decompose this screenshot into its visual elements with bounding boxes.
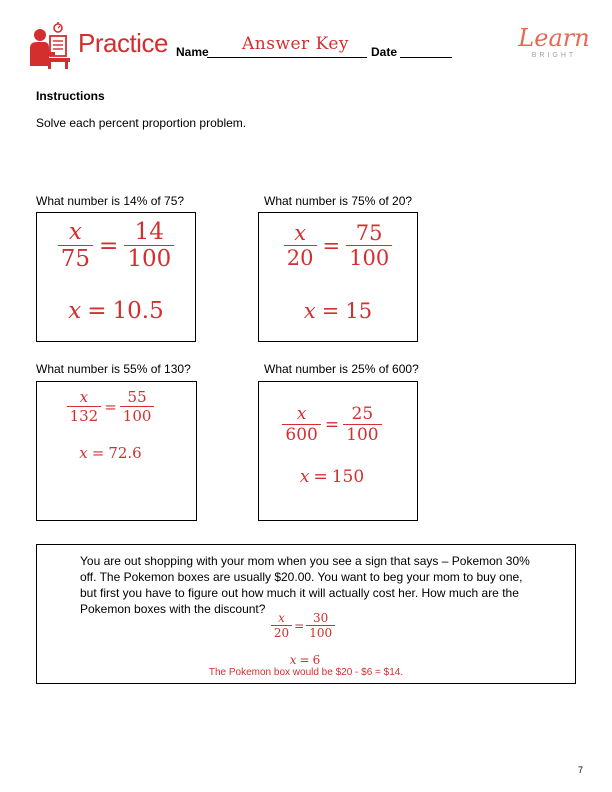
proportion-4-var: x bbox=[296, 404, 307, 424]
result-4-value: 150 bbox=[331, 467, 365, 487]
proportion-4-right-den: 100 bbox=[346, 425, 379, 445]
result-1: x = 10.5 bbox=[68, 298, 164, 324]
name-value: Answer Key bbox=[242, 34, 349, 54]
result-4: x = 150 bbox=[299, 467, 365, 487]
word-problem-text: You are out shopping with your mom when you see a sign that says – Pokemon 30% off. The Pokemon boxes are usually $20.00. You want to beg your mom to buy one, but first you have to figure out how much it will actually cost her. How much are the Pokemon boxes with the discount? bbox=[80, 554, 530, 616]
word-problem-result-value: 6 bbox=[312, 653, 321, 667]
date-field[interactable] bbox=[400, 57, 452, 58]
question-2: What number is 75% of 20? bbox=[264, 194, 413, 208]
word-problem-box bbox=[36, 544, 576, 684]
proportion-1-left-den: 75 bbox=[60, 246, 91, 272]
date-label: Date bbox=[371, 45, 398, 59]
page-number: 7 bbox=[578, 765, 584, 775]
proportion-3-right-num: 55 bbox=[127, 388, 147, 406]
learn-bright-logo bbox=[518, 26, 590, 59]
word-problem-right-den: 100 bbox=[309, 626, 333, 640]
proportion-4-left-den: 600 bbox=[285, 425, 318, 445]
question-3: What number is 55% of 130? bbox=[36, 362, 191, 376]
student-desk-icon bbox=[28, 22, 72, 70]
result-3: x = 72.6 bbox=[79, 444, 142, 462]
answer-box-1 bbox=[36, 212, 196, 342]
proportion-1-right-den: 100 bbox=[127, 246, 172, 272]
result-2: x = 15 bbox=[303, 299, 373, 323]
answer-box-4 bbox=[258, 381, 418, 521]
proportion-3: $\frac{x}{132}$ = $\frac{55}{100}$ bbox=[25, 388, 196, 425]
result-3-value: 72.6 bbox=[108, 444, 142, 462]
proportion-4: $\frac{x}{600}$ = $\frac{25}{100}$ bbox=[247, 404, 417, 445]
page-title: Practice bbox=[78, 28, 168, 58]
proportion-2-var: x bbox=[294, 221, 307, 245]
word-problem-left-den: 20 bbox=[273, 626, 290, 640]
proportion-1-right-num: 14 bbox=[134, 219, 164, 245]
proportion-3-var: x bbox=[79, 388, 89, 406]
proportion-2-right-den: 100 bbox=[349, 246, 390, 270]
word-problem-result: x = 6 bbox=[289, 653, 321, 667]
word-problem-right-num: 30 bbox=[313, 611, 329, 625]
proportion-2-left-den: 20 bbox=[286, 246, 314, 270]
proportion-2: $\frac{x}{20}$ = $\frac{75}{100}$ bbox=[259, 221, 417, 270]
answer-box-3 bbox=[36, 381, 197, 521]
word-problem-answer: The Pokemon box would be $20 - $6 = $14. bbox=[208, 667, 404, 678]
logo-main-text: Learn bbox=[518, 24, 590, 52]
proportion-1-var: x bbox=[68, 219, 82, 245]
question-4: What number is 25% of 600? bbox=[264, 362, 419, 376]
proportion-4-right-num: 25 bbox=[351, 404, 374, 424]
instructions-text: Solve each percent proportion problem. bbox=[36, 116, 247, 130]
answer-box-2 bbox=[258, 212, 418, 342]
instructions-heading: Instructions bbox=[36, 89, 105, 103]
word-problem-var: x bbox=[278, 611, 285, 625]
proportion-3-left-den: 132 bbox=[69, 407, 99, 425]
proportion-3-right-den: 100 bbox=[122, 407, 152, 425]
name-label: Name bbox=[176, 45, 209, 59]
question-1: What number is 14% of 75? bbox=[36, 194, 185, 208]
logo-sub-text: BRIGHT bbox=[531, 52, 577, 59]
result-2-value: 15 bbox=[345, 299, 373, 323]
result-1-value: 10.5 bbox=[112, 298, 164, 324]
name-field[interactable] bbox=[207, 57, 367, 58]
proportion-2-right-num: 75 bbox=[355, 221, 383, 245]
proportion-1: $\frac{x}{75}$ = $\frac{14}{100}$ bbox=[37, 219, 195, 272]
word-problem-proportion: $\frac{x}{20}$ = $\frac{30}{100}$ bbox=[31, 611, 575, 640]
